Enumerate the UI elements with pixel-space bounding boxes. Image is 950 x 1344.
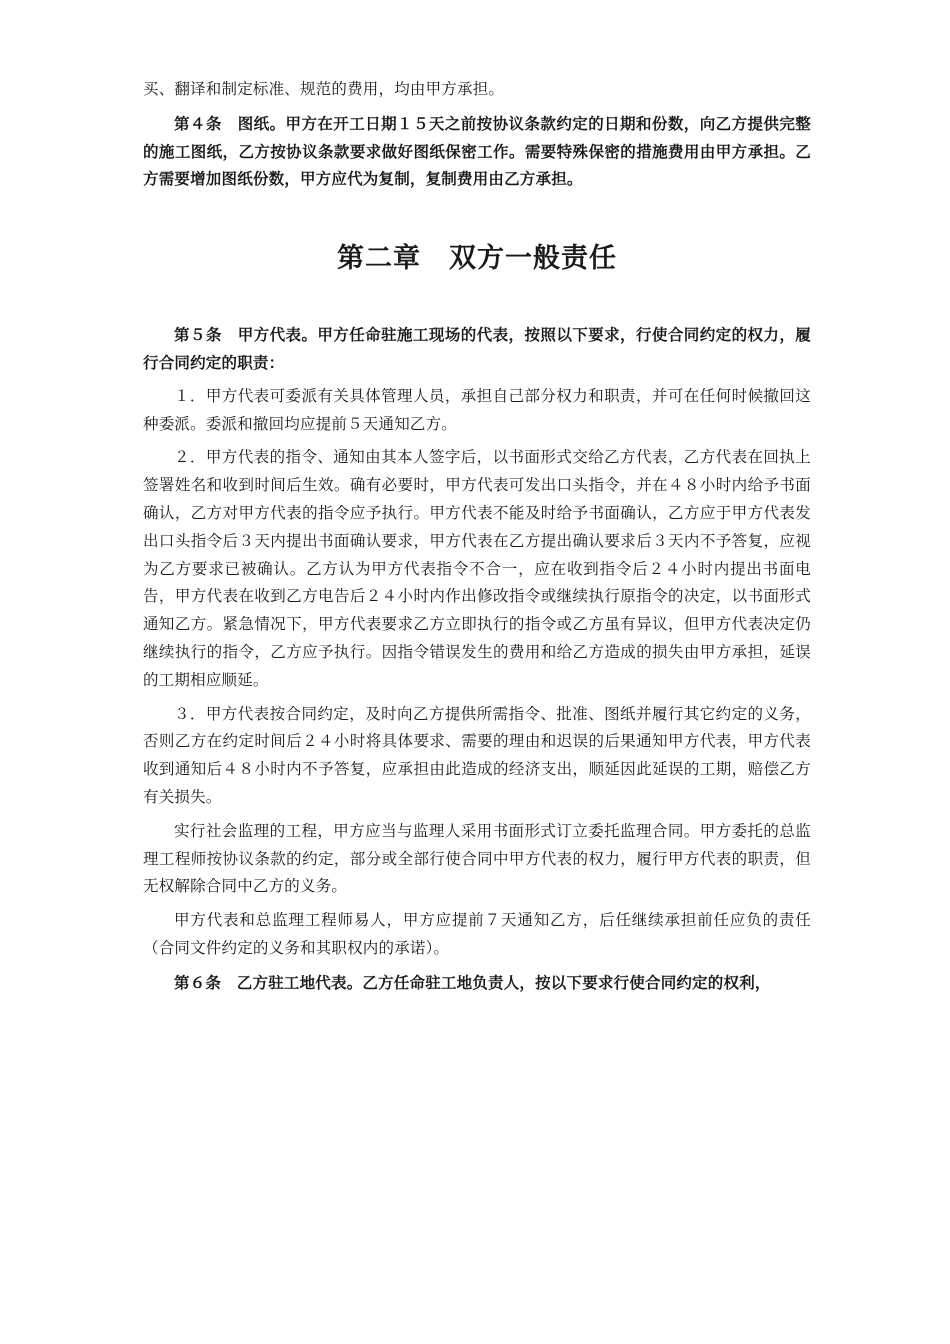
article-5-heading: 第５条 甲方代表。甲方任命驻施工现场的代表，按照以下要求，行使合同约定的权力，履行合同约定的职责： — [143, 325, 811, 372]
paragraph-replacement: 甲方代表和总监理工程师易人，甲方应提前７天通知乙方，后任继续承担前任应负的责任（合同文件约定的义务和其职权内的承诺）。 — [143, 911, 811, 957]
article-5-item-2: ２．甲方代表的指令、通知由其本人签字后，以书面形式交给乙方代表，乙方代表在回执上签署姓名和收到时间后生效。确有必要时，甲方代表可发出口头指令，并在４８小时内给予书面确认，乙方对甲方代表的指令应予执行。甲方代表不能及时给予书面确认，乙方应于甲方代表发出口头指令后３天内提出书面确认要求，甲方代表在乙方提出确认要求后３天内不予答复，应视为乙方要求已被确认。乙方认为甲方代表指令不合一，应在收到指令后２４小时内提出书面电告，甲方代表在收到乙方电告后２４小时内作出修改指令或继续执行原指令的决定，以书面形式通知乙方。紧急情况下，甲方代表要求乙方立即执行的指令或乙方虽有异议，但甲方代表决定仍继续执行的指令，乙方应予执行。因指令错误发生的费用和给乙方造成的损失由甲方承担，延误的工期相应顺延。 — [143, 448, 811, 689]
paragraph-continuation: 买、翻译和制定标准、规范的费用，均由甲方承担。 — [143, 80, 505, 98]
article-4: 第４条 图纸。甲方在开工日期１５天之前按协议条款约定的日期和份数，向乙方提供完整的施工图纸，乙方按协议条款要求做好图纸保密工作。需要特殊保密的措施费用由甲方承担。乙方需要增加图纸份数，甲方应代为复制，复制费用由乙方承担。 — [143, 113, 811, 189]
article-6-heading: 第６条 乙方驻工地代表。乙方任命驻工地负责人，按以下要求行使合同约定的权利， — [174, 972, 771, 992]
chapter-title: 第二章 双方一般责任 — [337, 243, 617, 275]
paragraph-supervision: 实行社会监理的工程，甲方应当与监理人采用书面形式订立委托监理合同。甲方委托的总监理工程师按协议条款的约定，部分或全部行使合同中甲方代表的权力，履行甲方代表的职责，但无权解除合同中乙方的义务。 — [143, 821, 811, 896]
document-page — [143, 76, 811, 997]
article-5-item-1: １．甲方代表可委派有关具体管理人员，承担自己部分权力和职责，并可在任何时候撤回这种委派。委派和撤回均应提前５天通知乙方。 — [143, 386, 811, 433]
article-5-item-3: ３．甲方代表按合同约定，及时向乙方提供所需指令、批准、图纸并履行其它约定的义务，否则乙方在约定时间后２４小时将具体要求、需要的理由和迟误的后果通知甲方代表，甲方代表收到通知后４８小时内不予答复，应承担由此造成的经济支出，顺延因此延误的工期，赔偿乙方有关损失。 — [143, 704, 811, 806]
